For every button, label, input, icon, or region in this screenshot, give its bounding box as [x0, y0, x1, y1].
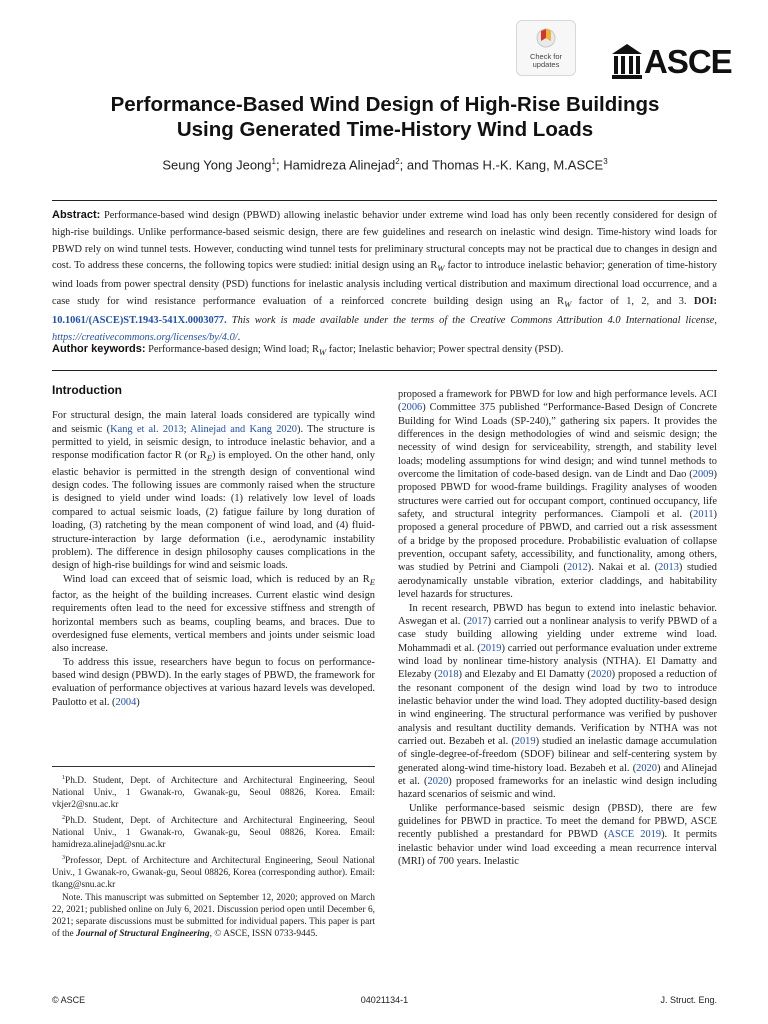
citation-link[interactable]: 2012 [567, 562, 588, 574]
citation-link[interactable]: Kang et al. 2013 [110, 423, 184, 435]
citation-link[interactable]: 2020 [590, 669, 612, 681]
paragraph: proposed a framework for PBWD for low and high performance levels. ACI (2006) Committee 375 published “Performance-Based Design of Concrete Building for Wind Loads (SP-240),” gathering six papers. It provides the differences in the design methodologies of wind and seismic design; the necessity of wind design for serviceability, strength, and stability level loads; modeling assumptions for wind design; and wind tunnel methods to overcome the limitation of code-based design. van de Lindt and Dao (2009) proposed PBWD for wood-frame buildings. Fragility analyses of wooden structures were carried out for occupant comport, continued occupancy, life safety, and structural integrity performances. Ciampoli et al. (2011) proposed a general procedure of PBWD, and carried out a risk assessment of a bridge by the proposed procedure. Probabilistic evaluation of collapse prevention, occupant safety, accessibility, and functionality, among others, was studied by Petrini and Ciampoli (2012). Nakai et al. (2013) studied aerodynamically unstable vibration, exterior claddings, and habitability level hazards for structures. [398, 389, 717, 601]
section-heading: Introduction [52, 383, 122, 397]
divider [52, 370, 717, 371]
footer-journal: J. Struct. Eng. [660, 995, 717, 1005]
author-keywords: Author keywords: Performance-based design; Wind load; $R_W$ factor; Inelastic behavior; Power spectral density (PSD). [52, 343, 564, 358]
page-footer [52, 995, 717, 1009]
author-list: Seung Yong Jeong$^1$; Hamidreza Alinejad$^2$; and Thomas H.-K. Kang, M.ASCE$^3$ [162, 157, 608, 173]
citation-link[interactable]: 2020 [427, 775, 449, 787]
doi-link[interactable]: 10.1061/(ASCE)ST.1943-541X.0003077. [52, 314, 227, 326]
citation-link[interactable]: ASCE 2019 [607, 829, 662, 841]
footer-copyright: © ASCE [52, 995, 86, 1005]
citation-link[interactable]: 2006 [401, 402, 423, 414]
author-name: Thomas H.-K. Kang, M.ASCE [431, 157, 604, 173]
check-for-updates-label: Check for updates [529, 52, 563, 69]
paragraph: For structural design, the main lateral loads considered are typically wind and seismic (Kang et al. 2013; Alinejad and Kang 2020). The structure is permitted to yield, in seismic design, to introduce inelastic behavior, and a response modification factor R (or $R_E$) is employed. On the other hand, only elastic behavior is permitted in the strength design of conventional wind design codes. The following issues are commonly raised when the structure is designed to yield under wind loads: (1) relatively low level of loads compared to actual seismic loads, (2) fatigue failure by long duration of loading, (3) ratcheting by the mean component of wind load, and (4) fluid-structure-interaction by large deformation (i.e., aerodynamic instability problem). The difference in design philosophy causes complications in the design of high-rise buildings for wind and seismic loads. [52, 410, 375, 572]
author-name: Seung Yong Jeong [162, 157, 272, 173]
footnotes [52, 772, 375, 941]
citation-link[interactable]: 2019 [514, 735, 536, 747]
citation-link[interactable]: 2019 [480, 642, 502, 654]
doi-label: DOI: [693, 296, 717, 308]
asce-logo [612, 42, 732, 84]
paragraph: Unlike performance-based seismic design (PBSD), there are few guidelines for PBWD in practice. To meet the demand for PBWD, ASCE recently published a prestandard for PBWD (ASCE 2019). It permits inelastic behavior under wind load exceeding a mean recurrence interval (MRI) of 700 years. Inelastic [398, 802, 717, 868]
paragraph: In recent research, PBWD has begun to extend into inelastic behavior. Aswegan et al. (2017) carried out a nonlinear analysis to verify PBWD of a case study building allowing yielding under extreme wind load. Mohammadi et al. (2019) carried out performance evaluation under extreme wind load by nonlinear time-history analysis (NTHA). El Damatty and Elezaby (2018) and Elezaby and El Damatty (2020) proposed a reduction of the resonant component of the design wind load by two to introduce inelastic behavior under the wind load. They adopted ductility-based design in wind engineering. The structural performance was verified by pushover analysis and resultant ductility demands. Verification by NTHA was not carried out. Bezabeh et al. (2019) studied an inelastic damage accumulation of single-degree-of-freedom (SDOF) bilinear and self-centering system by generated along-wind time-history load. Bezabeh et al. (2020) and Alinejad et al. (2020) proposed frameworks for an inelastic wind design including hazard scenarios of seismic and wind. [398, 602, 718, 801]
keywords-label: Author keywords: [52, 343, 146, 355]
manuscript-note: Note. This manuscript was submitted on September 12, 2020; approved on March 22, 2021; published online on July 6, 2021. Discussion period open until December 6, 2021; separate discussions must be submitted for individual papers. This paper is part of the Journal of Structural Engineering, © ASCE, ISSN 0733-9445. [52, 893, 375, 940]
footer-page-number: 04021134-1 [360, 995, 409, 1005]
divider [52, 200, 717, 201]
citation-link[interactable]: 2018 [437, 669, 459, 681]
footnote: $^2$Ph.D. Student, Dept. of Architecture and Architectural Engineering, Seoul National Univ., 1 Gwanak-ro, Gwanak-gu, Seoul 08826, Korea. Email: hamidreza.alinejad@snu.ac.kr [52, 815, 375, 851]
citation-link[interactable]: 2009 [692, 469, 714, 481]
citation-link[interactable]: 2017 [466, 615, 488, 627]
check-for-updates-icon [535, 27, 557, 51]
citation-link[interactable]: Alinejad and Kang 2020 [190, 423, 297, 435]
citation-link[interactable]: 2020 [636, 762, 657, 774]
left-column [52, 384, 375, 709]
asce-logo-text: ASCE [644, 43, 732, 80]
abstract: Abstract: Performance-based wind design (PBWD) allowing inelastic behavior under extreme wind load has only been recently considered for design of high-rise buildings. Unlike performance-based seismic design, there are few guidelines and research on inelastic wind design. Time-history wind loads for PBWD rely on wind tunnel tests. However, conducting wind tunnel tests for preliminary structural concepts may not be practical due to changes in design and cost. To address these concerns, the following topics were studied: initial design using an $R_W$ factor to introduce inelastic behavior; generation of time-history wind loads from power spectral density (PSD) functions for inelastic analysis including vertical distribution and maximum directional load occurrence, and a case study for wind resistance performance evaluation of a reinforced concrete building design using an $R_W$ factor of 1, 2, and 3. DOI: 10.1061/(ASCE)ST.1943-541X.0003077. This work is made available under the terms of the Creative Commons Attribution 4.0 International license, https://creativecommons.org/licenses/by/4.0/. [52, 209, 717, 343]
footnote: $^3$Professor, Dept. of Architecture and Architectural Engineering, Seoul National Univ., 1 Gwanak-ro, Gwanak-gu, Seoul 08826, Korea (corresponding author). Email: tkang@snu.ac.kr [52, 855, 375, 891]
author-name: Hamidreza Alinejad [283, 157, 396, 173]
citation-link[interactable]: 2004 [115, 696, 137, 708]
footnote: $^1$Ph.D. Student, Dept. of Architecture and Architectural Engineering, Seoul National Univ., 1 Gwanak-ro, Gwanak-gu, Seoul 08826, Korea. Email: vkjer2@snu.ac.kr [52, 775, 375, 811]
asce-temple-logo-icon [612, 44, 642, 80]
paper-title: Performance-Based Wind Design of High-Rise Buildings Using Generated Time-History Wind Loads [110, 93, 660, 141]
citation-link[interactable]: 2011 [693, 509, 714, 521]
check-for-updates-badge[interactable] [516, 20, 576, 76]
abstract-label: Abstract: [52, 209, 101, 221]
footnote-divider [52, 766, 375, 767]
paragraph: Wind load can exceed that of seismic load, which is reduced by an $R_E$ factor, as the height of the building increases. Current elastic wind design requirements often lead to the need for excessive stiffness and strength of horizontal members such as beams, coupling beams, and braces. Due to overdesigned fuse elements, vertical members and joints under seismic load also increase. [52, 573, 375, 655]
citation-link[interactable]: 2013 [658, 562, 679, 574]
license-link[interactable]: https://creativecommons.org/licenses/by/4.0/ [52, 331, 238, 343]
right-column [398, 388, 717, 868]
paragraph: To address this issue, researchers have begun to focus on performance-based wind design (PBWD). In the early stages of PBWD, the framework for evaluation of performance objectives at various hazard levels was developed. Paulotto et al. (2004) [52, 656, 375, 708]
